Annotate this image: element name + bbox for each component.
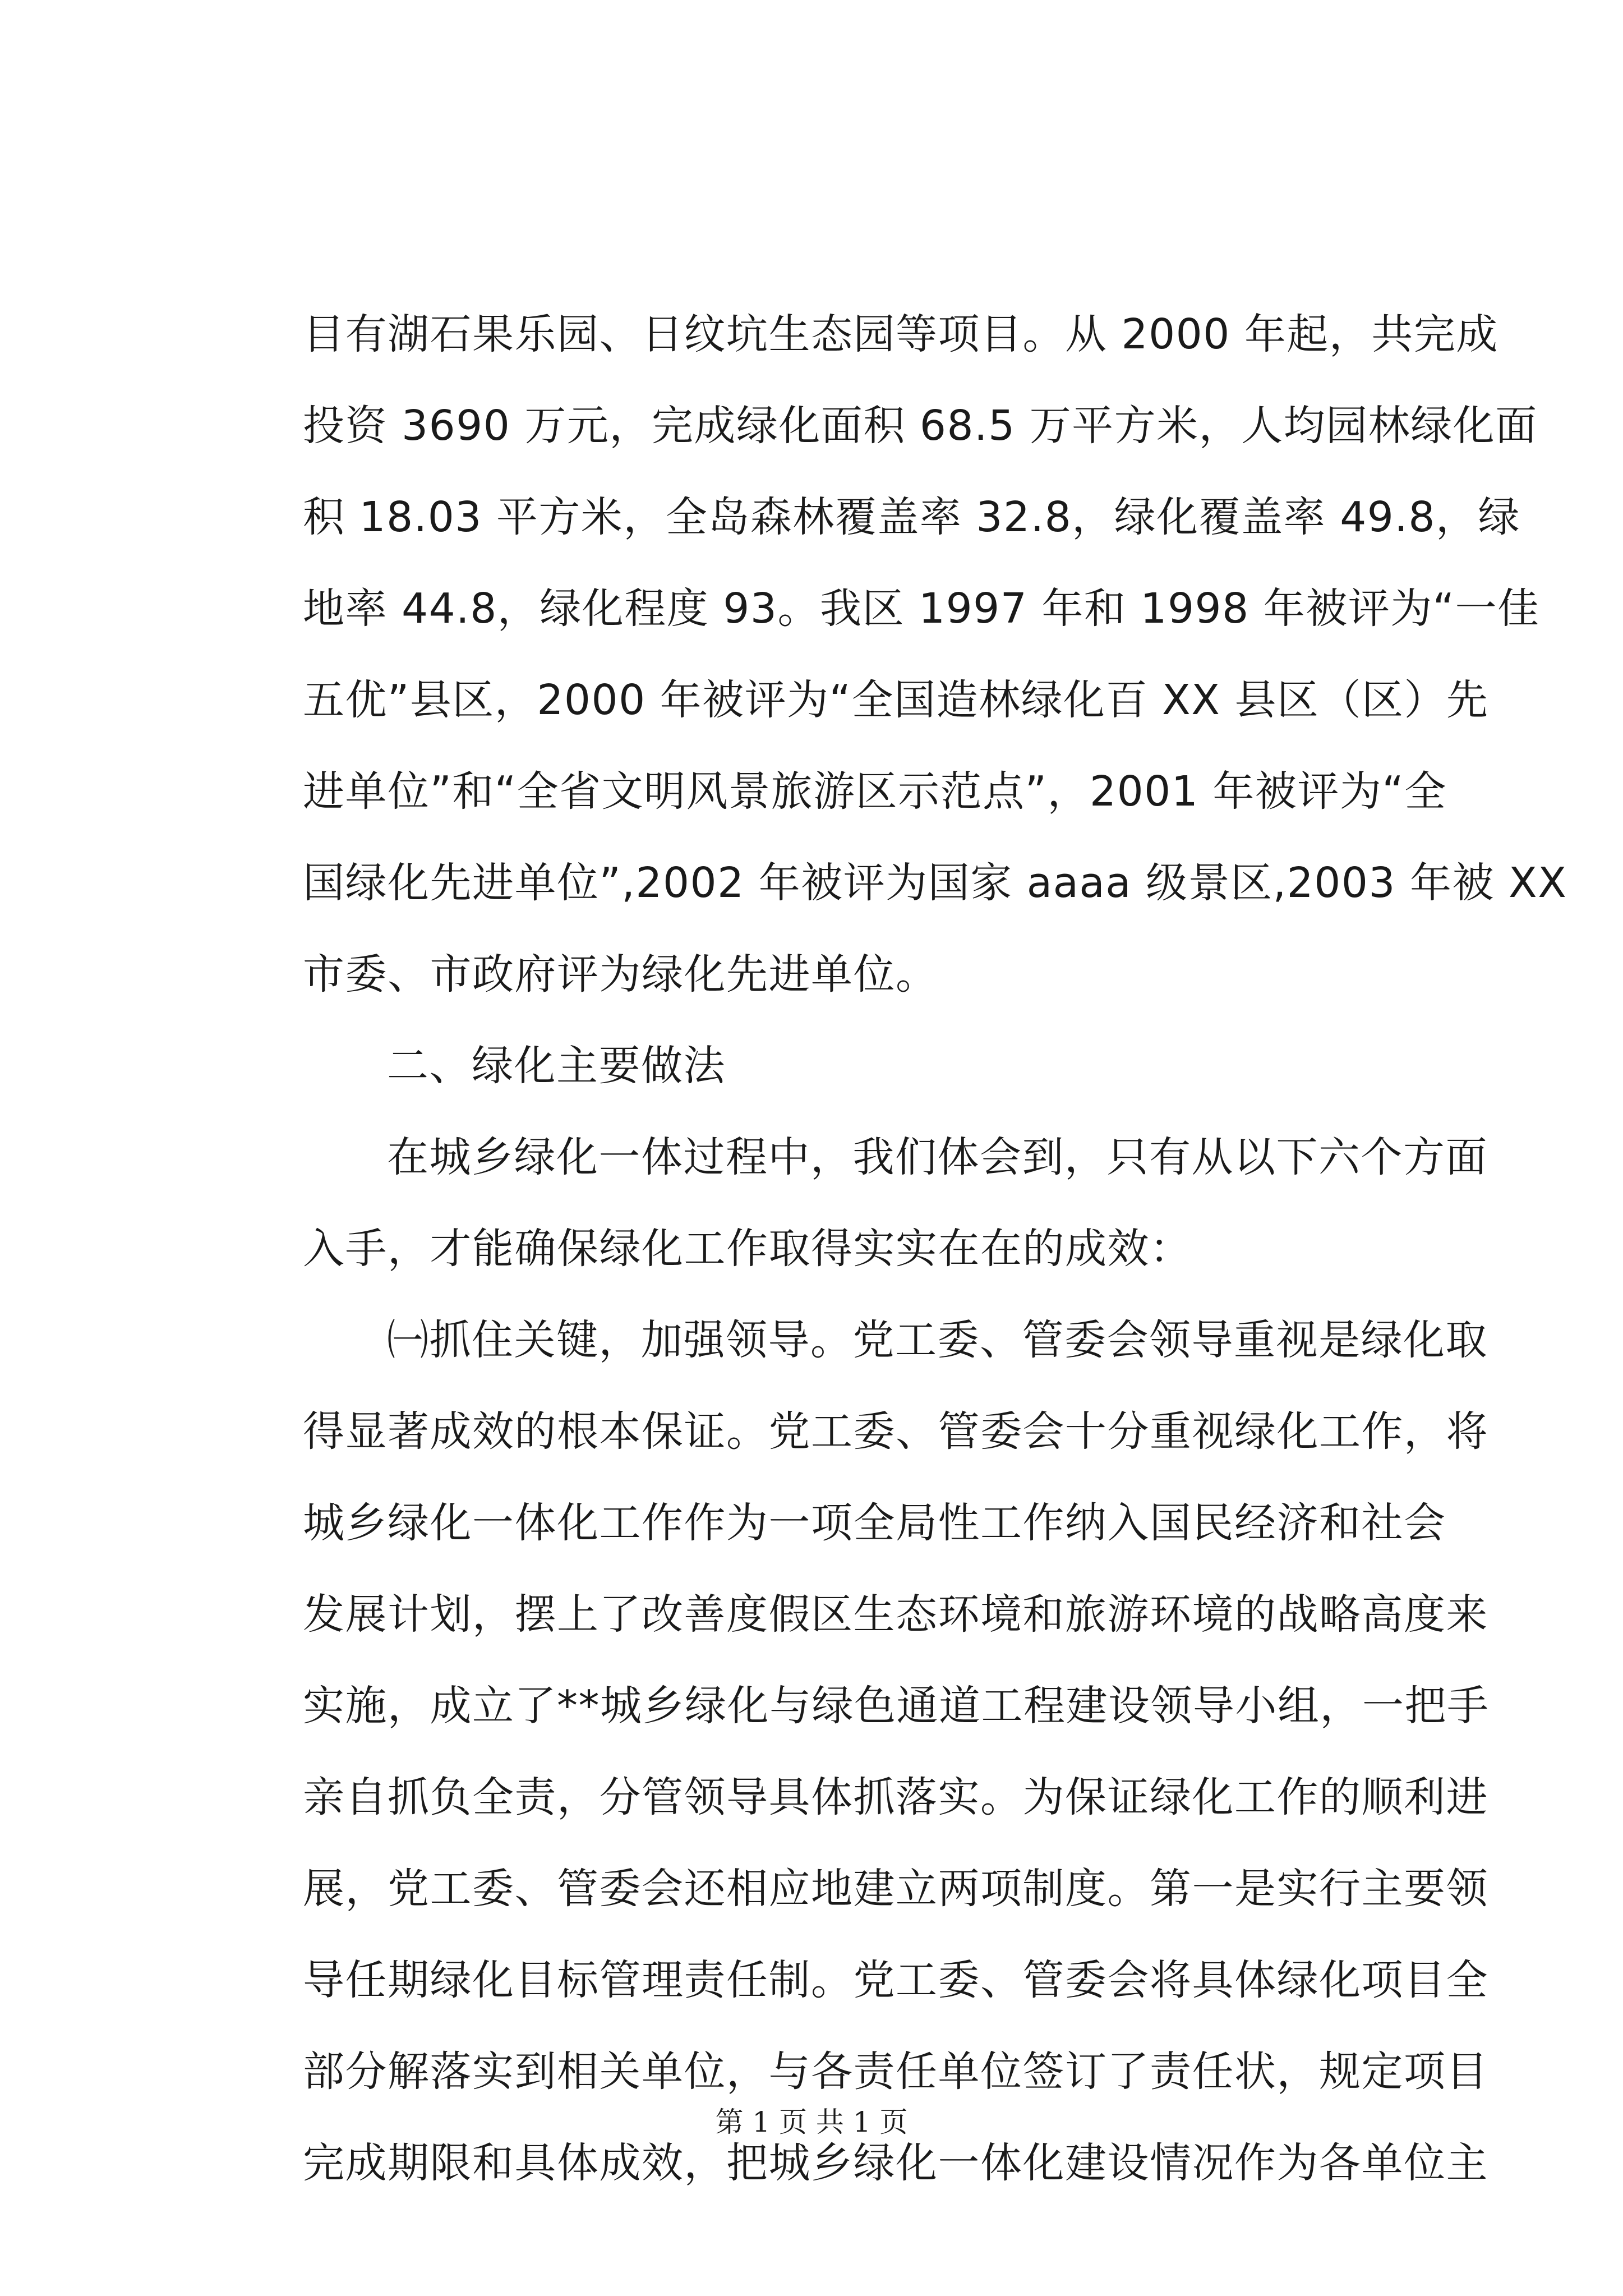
text-line: 完成期限和具体成效，把城乡绿化一体化建设情况作为各单位主 <box>303 2139 1488 2187</box>
page-footer: 第 1 页 共 1 页 <box>715 2106 908 2138</box>
text-line: 得显著成效的根本保证。党工委、管委会十分重视绿化工作，将 <box>303 1407 1488 1456</box>
text-line: 五优”县区，2000 年被评为“全国造林绿化百 XX 县区（区）先 <box>303 676 1489 724</box>
text-line: 部分解落实到相关单位，与各责任单位签订了责任状，规定项目 <box>303 2047 1488 2096</box>
text-line: 积 18.03 平方米，全岛森林覆盖率 32.8，绿化覆盖率 49.8，绿 <box>303 493 1520 541</box>
text-line: 在城乡绿化一体过程中，我们体会到，只有从以下六个方面 <box>387 1133 1488 1181</box>
text-line: 地率 44.8，绿化程度 93。我区 1997 年和 1998 年被评为“一佳 <box>303 585 1540 633</box>
text-line: 入手，才能确保绿化工作取得实实在在的成效： <box>303 1225 1192 1273</box>
text-line: 目有湖石果乐园、日纹坑生态园等项目。从 2000 年起，共完成 <box>303 310 1498 358</box>
document-body <box>303 289 1567 2209</box>
text-line: 城乡绿化一体化工作作为一项全局性工作纳入国民经济和社会 <box>303 1499 1446 1547</box>
text-line: 实施，成立了**城乡绿化与绿色通道工程建设领导小组，一把手 <box>303 1682 1490 1730</box>
text-line: ㈠抓住关键，加强领导。党工委、管委会领导重视是绿化取 <box>387 1316 1488 1364</box>
text-line: 展，党工委、管委会还相应地建立两项制度。第一是实行主要领 <box>303 1865 1488 1913</box>
text-line: 发展计划，摆上了改善度假区生态环境和旅游环境的战略高度来 <box>303 1590 1488 1639</box>
text-line: 导任期绿化目标管理责任制。党工委、管委会将具体绿化项目全 <box>303 1956 1488 2004</box>
text-line: 市委、市政府评为绿化先进单位。 <box>303 950 938 999</box>
text-line: 进单位”和“全省文明风景旅游区示范点”，2001 年被评为“全 <box>303 767 1447 816</box>
text-line: 投资 3690 万元，完成绿化面积 68.5 万平方米，人均园林绿化面 <box>303 402 1538 450</box>
text-line: 二、绿化主要做法 <box>387 1042 726 1090</box>
text-line: 国绿化先进单位”,2002 年被评为国家 aaaa 级景区,2003 年被 XX <box>303 859 1567 907</box>
text-line: 亲自抓负全责，分管领导具体抓落实。为保证绿化工作的顺利进 <box>303 1773 1488 1821</box>
